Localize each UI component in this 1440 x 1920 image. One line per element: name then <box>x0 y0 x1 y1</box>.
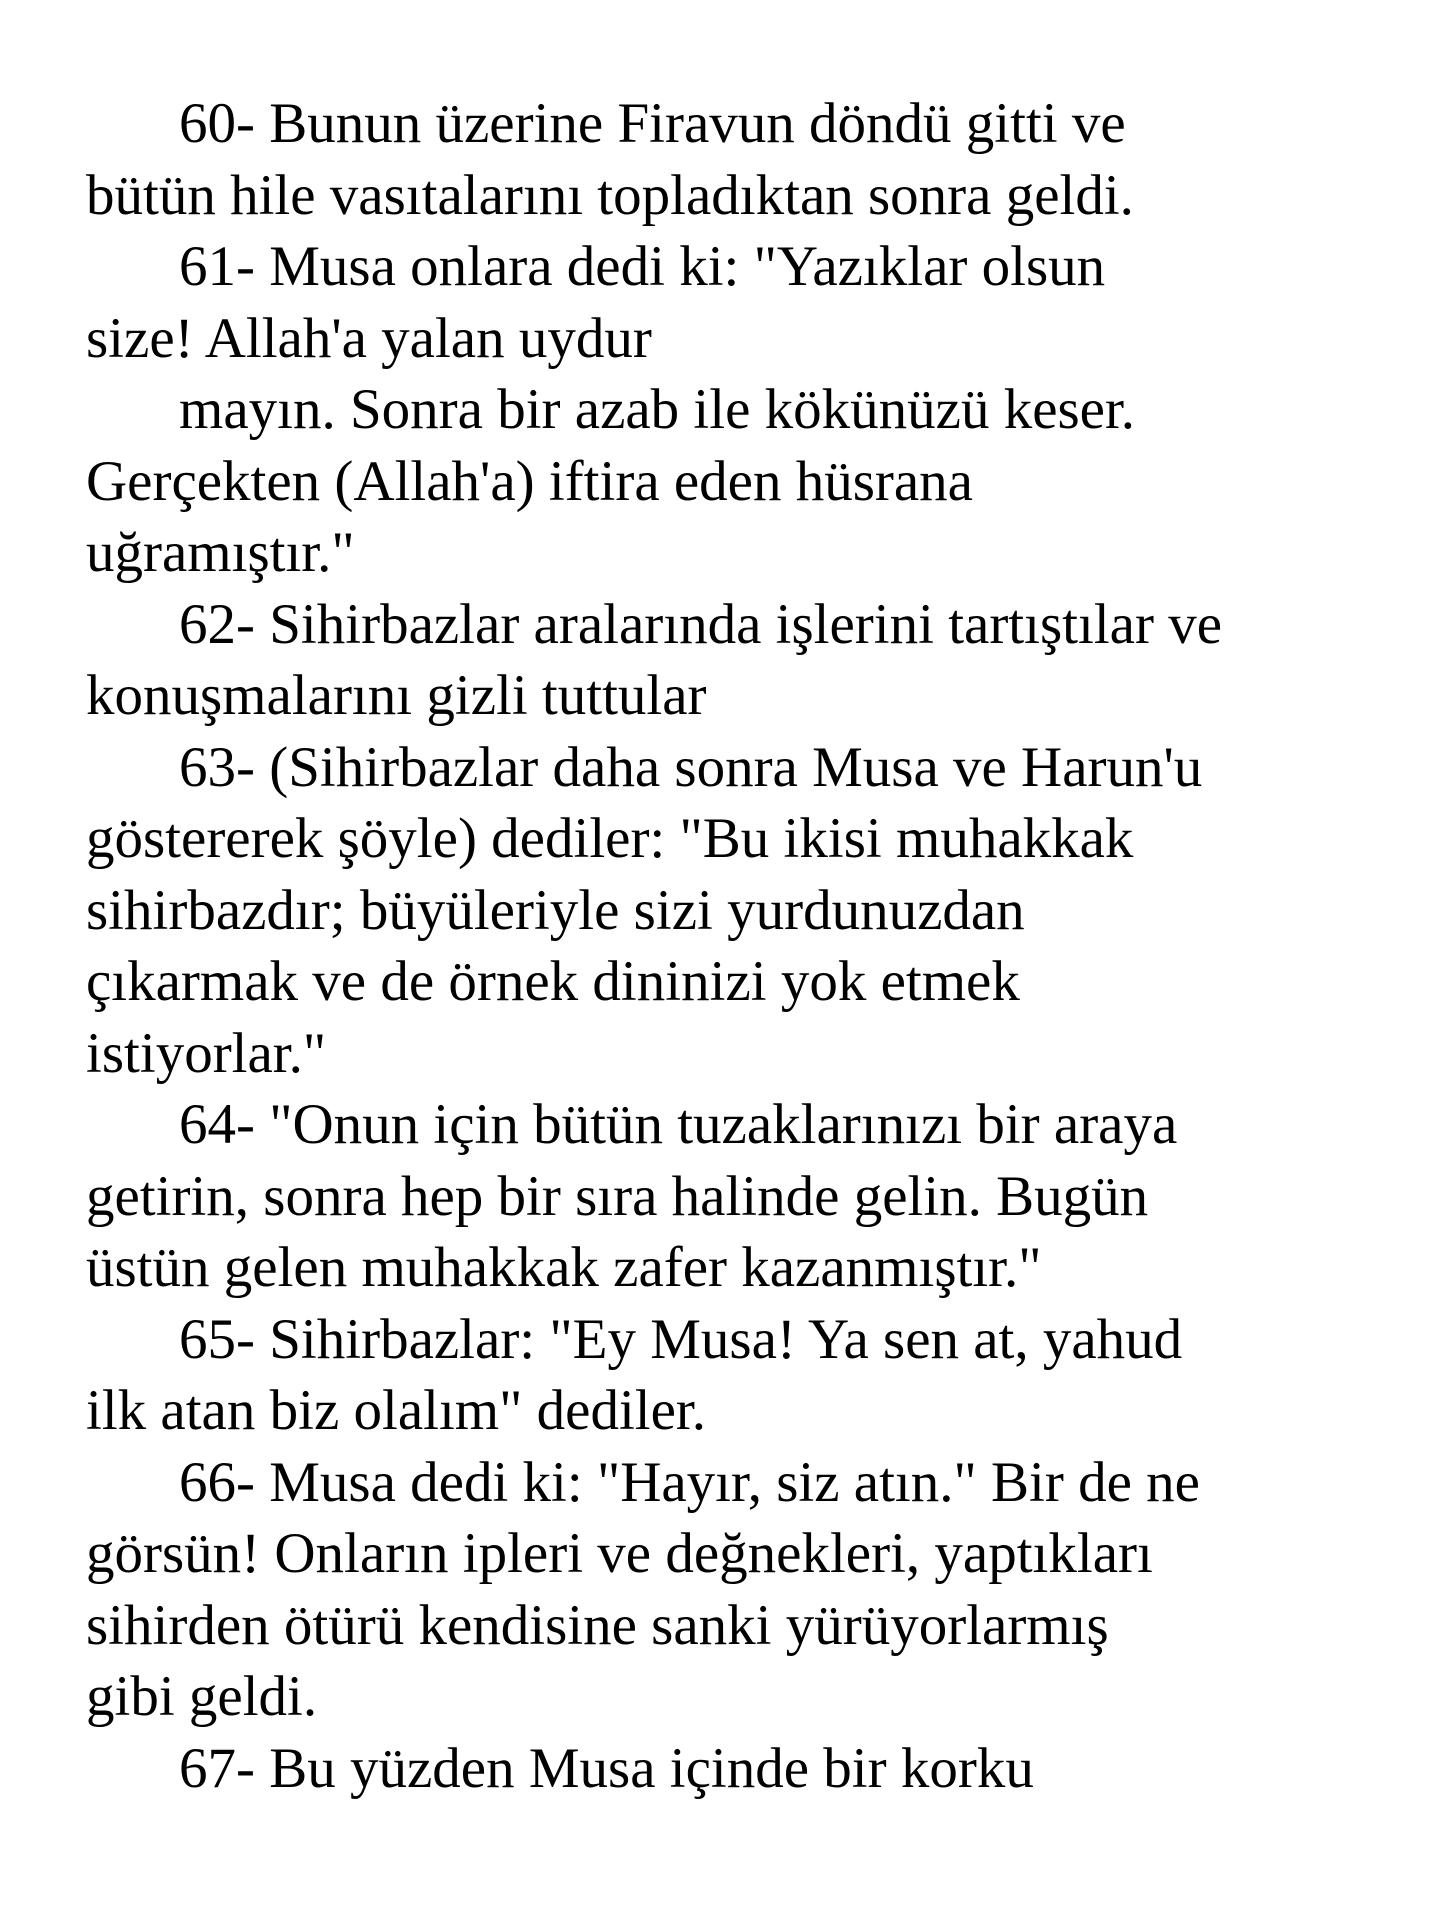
text-line: uğramıştır." <box>86 521 355 584</box>
text-line: 60- Bunun üzerine Firavun döndü gitti ve <box>179 92 1126 155</box>
text-line: istiyorlar." <box>86 1021 327 1085</box>
text-line: 64- "Onun için bütün tuzaklarınızı bir araya <box>179 1093 1178 1156</box>
text-line: gibi geldi. <box>86 1665 318 1728</box>
text-line: çıkarmak ve de örnek dininizi yok etmek <box>86 950 1020 1013</box>
text-line: göstererek şöyle) dediler: "Bu ikisi muhakkak <box>86 807 1134 870</box>
text-line: sihirden ötürü kendisine sanki yürüyorlarmış <box>86 1593 1109 1657</box>
text-line: 61- Musa onlara dedi ki: "Yazıklar olsun <box>179 235 1106 298</box>
text-line: Gerçekten (Allah'a) iftira eden hüsrana <box>86 449 973 513</box>
text-line: 67- Bu yüzden Musa içinde bir korku <box>179 1736 1034 1800</box>
text-line: mayın. Sonra bir azab ile kökünüzü keser. <box>179 378 1136 441</box>
text-line: görsün! Onların ipleri ve değnekleri, yaptıkları <box>86 1522 1153 1585</box>
text-line: getirin, sonra hep bir sıra halinde gelin. Bugün <box>86 1164 1149 1228</box>
text-line: size! Allah'a yalan uydur <box>86 306 652 370</box>
text-line: sihirbazdır; büyüleriyle sizi yurdunuzdan <box>86 878 1025 942</box>
text-line: 62- Sihirbazlar aralarında işlerini tartıştılar ve <box>179 592 1223 656</box>
text-line: konuşmalarını gizli tuttular <box>86 664 707 727</box>
text-line: bütün hile vasıtalarını topladıktan sonra geldi. <box>86 163 1134 227</box>
text-line: üstün gelen muhakkak zafer kazanmıştır." <box>86 1236 1042 1299</box>
text-line: 66- Musa dedi ki: "Hayır, siz atın." Bir de ne <box>179 1450 1200 1514</box>
body-text <box>86 88 1400 1804</box>
text-line: ilk atan biz olalım" dediler. <box>86 1379 707 1442</box>
text-line: 63- (Sihirbazlar daha sonra Musa ve Harun'u <box>179 735 1203 799</box>
text-line: 65- Sihirbazlar: "Ey Musa! Ya sen at, yahud <box>179 1307 1183 1371</box>
